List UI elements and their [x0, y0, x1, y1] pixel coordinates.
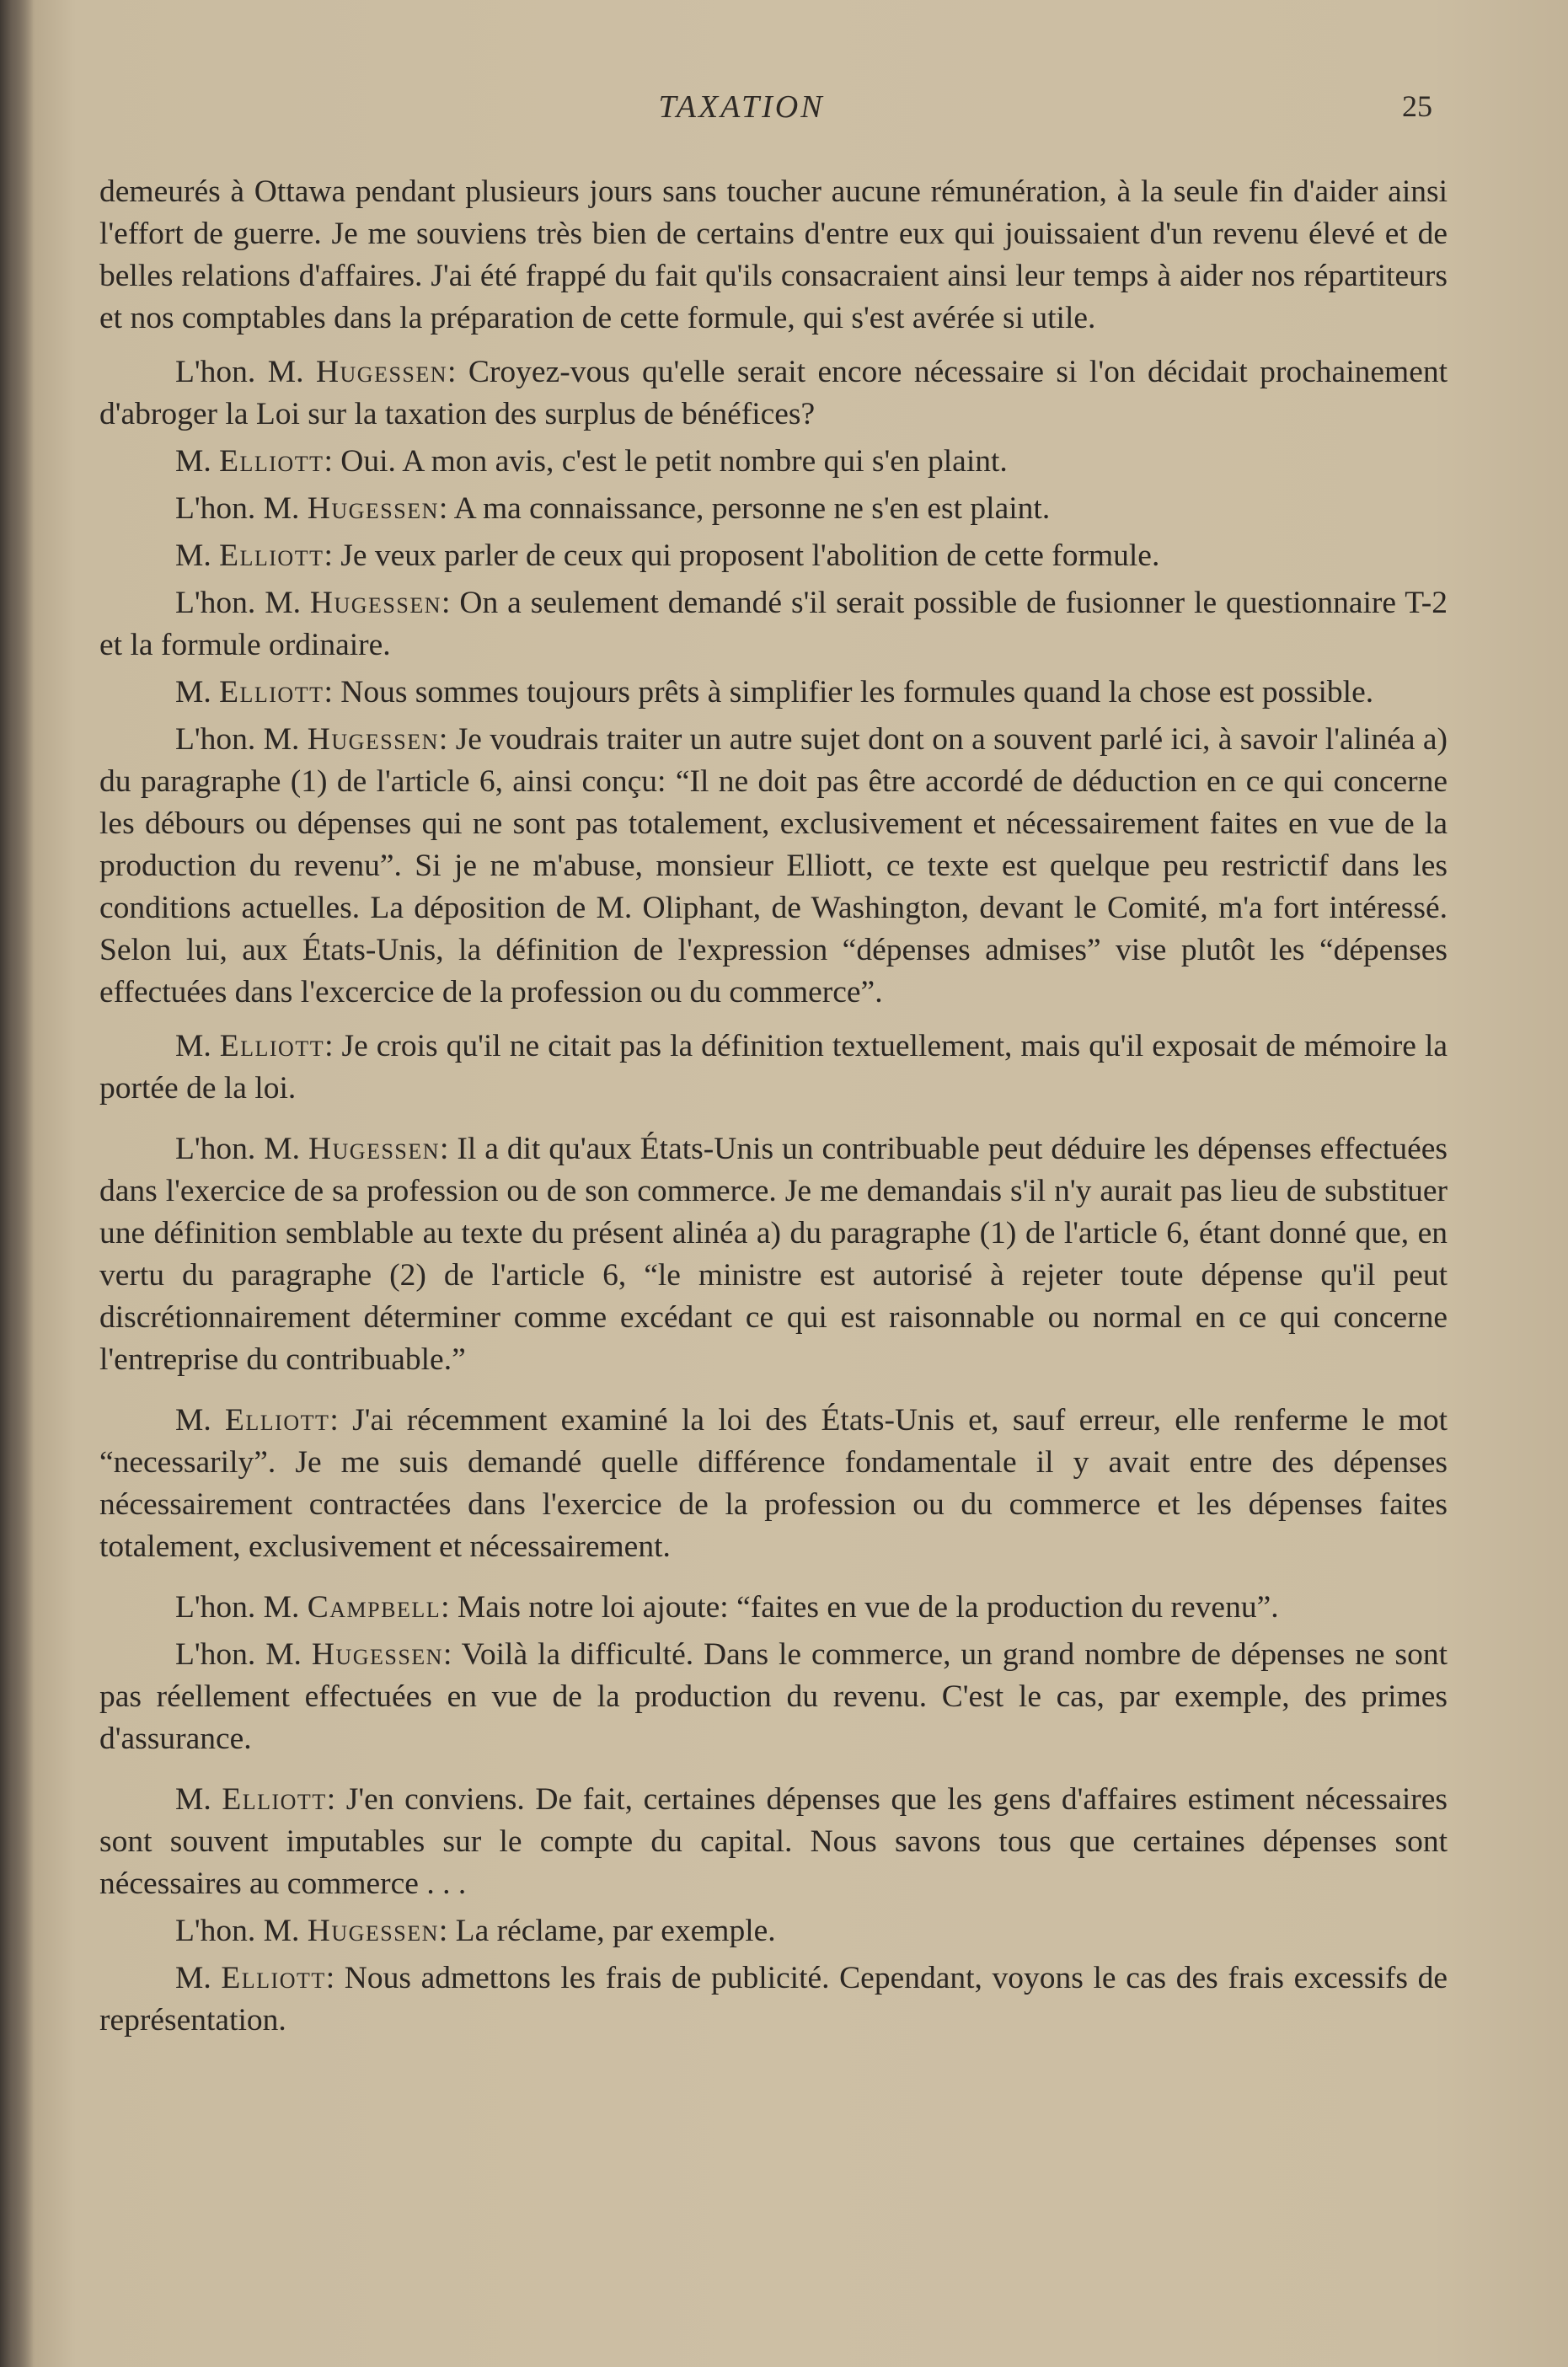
- dialogue-paragraph: [99, 719, 1448, 1014]
- paragraph-text: : Croyez-vous qu'elle serait encore nécessaire si l'on décidait prochainement d'abroger la Loi sur la taxation des surplus de bénéfices?: [99, 355, 1448, 431]
- speaker-name: Hugessen: [307, 491, 439, 526]
- paragraph-text: : Nous sommes toujours prêts à simplifier les formules quand la chose est possible.: [324, 675, 1374, 710]
- speaker-name: Elliott: [225, 1403, 330, 1438]
- speaker-prefix: L'hon. M.: [175, 1132, 300, 1166]
- speaker-prefix: M.: [175, 1029, 211, 1063]
- speaker-name: Hugessen: [307, 1914, 439, 1948]
- speaker-prefix: L'hon. M.: [175, 1914, 300, 1948]
- paragraph-text: : J'ai récemment examiné la loi des États-Unis et, sauf erreur, elle renferme le mot “necessarily”. Je me suis demandé quelle différence fondamentale il y avait entre des dépenses nécessairement contractées dans l'exercice de la profession ou du commerce et les dépenses faites totalement, exclusivement et nécessairement.: [99, 1403, 1448, 1564]
- speaker-prefix: M.: [175, 538, 211, 573]
- binding-edge: [0, 0, 34, 2367]
- speaker-prefix: M.: [175, 444, 211, 479]
- dialogue-paragraph: [99, 582, 1448, 667]
- dialogue-paragraph: [99, 672, 1448, 714]
- speaker-prefix: M.: [175, 1782, 211, 1817]
- speaker-prefix: L'hon. M.: [175, 586, 301, 620]
- speaker-name: Hugessen: [311, 1637, 443, 1672]
- speaker-prefix: L'hon. M.: [175, 1590, 300, 1625]
- speaker-prefix: M.: [175, 1961, 211, 1995]
- dialogue-paragraph: [99, 1026, 1448, 1110]
- dialogue-paragraph: [99, 1400, 1448, 1568]
- speaker-name: Hugessen: [307, 722, 439, 757]
- speaker-name: Elliott: [219, 538, 324, 573]
- paragraph-text: : J'en conviens. De fait, certaines dépenses que les gens d'affaires estiment nécessaires sont souvent imputables sur le compte du capital. Nous savons tous que certaines dépenses sont nécessaires au commerce . . .: [99, 1782, 1448, 1901]
- page-number: 25: [1402, 89, 1432, 123]
- paragraph-text: : A ma connaissance, personne ne s'en est plaint.: [438, 491, 1051, 526]
- running-title: TAXATION: [658, 89, 825, 125]
- speaker-name: Elliott: [219, 1029, 325, 1063]
- speaker-prefix: L'hon. M.: [175, 491, 300, 526]
- speaker-name: Elliott: [219, 444, 324, 479]
- dialogue-paragraph: [99, 1910, 1448, 1952]
- dialogue-paragraph: [99, 488, 1448, 530]
- paragraph-text: : Il a dit qu'aux États-Unis un contribuable peut déduire les dépenses effectuées dans l'exercice de sa profession ou de son commerce. Je me demandais s'il n'y aurait pas lieu de substituer une définition semblable au texte du présent alinéa a) du paragraphe (1) de l'article 6, étant donné que, en vertu du paragraphe (2) de l'article 6, “le ministre est autorisé à rejeter toute dépense qu'il peut discrétionnairement déterminer comme excédant ce qui est raisonnable ou normal en ce qui concerne l'entreprise du contribuable.”: [99, 1132, 1448, 1377]
- dialogue-paragraph: [99, 1587, 1448, 1629]
- speaker-name: Hugessen: [315, 355, 448, 389]
- paragraph-text: : La réclame, par exemple.: [438, 1914, 776, 1948]
- speaker-name: Elliott: [222, 1782, 327, 1817]
- paragraph-text: demeurés à Ottawa pendant plusieurs jours sans toucher aucune rémunération, à la seule fin d'aider ainsi l'effort de guerre. Je me souviens très bien de certains d'entre eux qui jouissaient d'un revenu élevé et de belles relations d'affaires. J'ai été frappé du fait qu'ils consacraient ainsi leur temps à aider nos répartiteurs et nos comptables dans la préparation de cette formule, qui s'est avérée si utile.: [99, 174, 1448, 335]
- paragraph-text: : Je voudrais traiter un autre sujet dont on a souvent parlé ici, à savoir l'alinéa a) du paragraphe (1) de l'article 6, ainsi conçu: “Il ne doit pas être accordé de déduction en ce qui concerne les débours ou dépenses qui ne sont pas totalement, exclusivement et nécessairement faites en vue de la production du revenu”. Si je ne m'abuse, monsieur Elliott, ce texte est quelque peu restrictif dans les conditions actuelles. La déposition de M. Oliphant, de Washington, devant le Comité, m'a fort intéressé. Selon lui, aux États-Unis, la définition de l'expression “dépenses admises” vise plutôt les “dépenses effectuées dans l'excercice de la profession ou du commerce”.: [99, 722, 1448, 1009]
- speaker-name: Hugessen: [308, 1132, 441, 1166]
- speaker-name: Elliott: [219, 675, 324, 710]
- dialogue-paragraph: [99, 351, 1448, 436]
- speaker-prefix: M.: [175, 675, 211, 710]
- dialogue-paragraph: [99, 1957, 1448, 2042]
- dialogue-paragraph: [99, 1634, 1448, 1760]
- paragraph-text: : Voilà la difficulté. Dans le commerce, un grand nombre de dépenses ne sont pas réellement effectuées en vue de la production du revenu. C'est le cas, par exemple, des primes d'assurance.: [99, 1637, 1448, 1756]
- dialogue-paragraph: [99, 1779, 1448, 1905]
- paragraph-text: : Mais notre loi ajoute: “faites en vue de la production du revenu”.: [441, 1590, 1279, 1625]
- dialogue-paragraph: [99, 535, 1448, 577]
- speaker-prefix: L'hon. M.: [175, 1637, 302, 1672]
- speaker-name: Elliott: [221, 1961, 326, 1995]
- speaker-prefix: L'hon. M.: [175, 355, 304, 389]
- paragraph-text: : On a seulement demandé s'il serait possible de fusionner le questionnaire T-2 et la formule ordinaire.: [99, 586, 1448, 662]
- speaker-name: Campbell: [307, 1590, 442, 1625]
- paragraph-text: : Oui. A mon avis, c'est le petit nombre qui s'en plaint.: [324, 444, 1008, 479]
- page-body: [99, 171, 1448, 2328]
- paragraph-text: : Nous admettons les frais de publicité. Cependant, voyons le cas des frais excessifs de représentation.: [99, 1961, 1448, 2038]
- paragraph-continued: [99, 171, 1448, 340]
- speaker-name: Hugessen: [309, 586, 442, 620]
- speaker-prefix: M.: [175, 1403, 211, 1438]
- dialogue-paragraph: [99, 1128, 1448, 1381]
- speaker-prefix: L'hon. M.: [175, 722, 300, 757]
- paragraph-text: : Je veux parler de ceux qui proposent l'abolition de cette formule.: [324, 538, 1160, 573]
- dialogue-paragraph: [99, 441, 1448, 483]
- running-header: [0, 88, 1568, 147]
- paragraph-text: : Je crois qu'il ne citait pas la définition textuellement, mais qu'il exposait de mémoire la portée de la loi.: [99, 1029, 1448, 1106]
